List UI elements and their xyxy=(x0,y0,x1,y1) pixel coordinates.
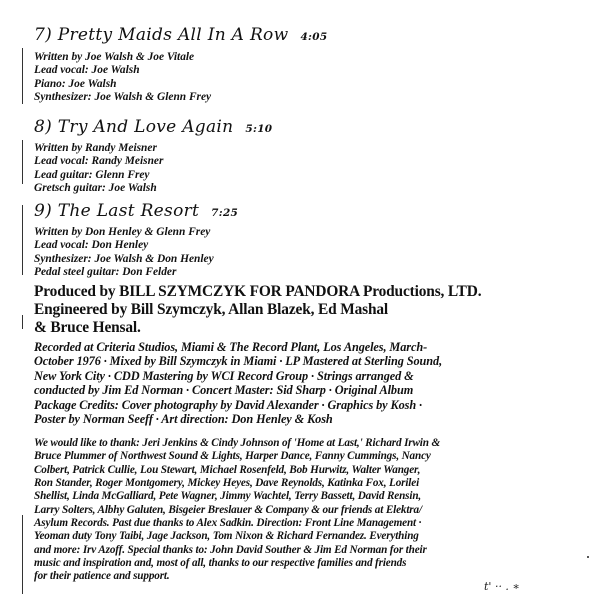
margin-rule xyxy=(22,205,23,275)
recording-line: October 1976 · Mixed by Bill Szymczyk in Miami · LP Mastered at Sterling Sound, xyxy=(34,354,443,369)
thanks-line: Asylum Records. Past due thanks to Alex Sadkin. Direction: Front Line Management · xyxy=(34,517,422,530)
thanks-line: Yeoman duty Tony Taibi, Jage Jackson, Tom Nixon & Richard Fernandez. Everything xyxy=(34,530,419,543)
track-credit: Written by Joe Walsh & Joe Vitale xyxy=(34,51,195,63)
track-credit: Piano: Joe Walsh xyxy=(34,77,117,90)
track-credit: Synthesizer: Joe Walsh & Glenn Frey xyxy=(34,91,212,104)
thanks-line: Larry Solters, Albhy Galuten, Bisgeier Breslauer & Company & our friends at Elektra/ xyxy=(34,503,422,516)
recording-line: Recorded at Criteria Studios, Miami & The Record Plant, Los Angeles, March- xyxy=(34,340,428,354)
recording-line: Poster by Norman Seeff · Art direction: Don Henley & Kosh xyxy=(34,412,333,427)
corner-scribble: t' ·· . ∗ xyxy=(484,580,520,593)
thanks-line: Shellist, Linda McGalliard, Pete Wagner, Jimmy Wachtel, Terry Bassett, David Rensin, xyxy=(34,490,422,503)
track-credit: Lead vocal: Joe Walsh xyxy=(34,64,140,77)
production-line: Produced by BILL SZYMCZYK FOR PANDORA Productions, LTD. xyxy=(34,283,482,300)
production-credits xyxy=(34,283,579,337)
track-duration: 5:10 xyxy=(245,123,273,135)
margin-rule xyxy=(22,48,23,104)
thanks-line: for their patience and support. xyxy=(34,570,170,583)
track-credit: Pedal steel guitar: Don Felder xyxy=(34,266,177,279)
thanks-line: and more: Irv Azoff. Special thanks to: John David Souther & Jim Ed Norman for their xyxy=(34,543,427,556)
print-speck xyxy=(587,556,589,558)
track-title xyxy=(34,116,272,140)
track-title-text: 8) Try And Love Again xyxy=(34,117,234,137)
thanks-line: We would like to thank: Jeri Jenkins & Cindy Johnson of 'Home at Last,' Richard Irwin & xyxy=(34,437,441,449)
track-credit: Synthesizer: Joe Walsh & Don Henley xyxy=(34,252,214,265)
track-credit: Lead vocal: Don Henley xyxy=(34,239,149,252)
track-title-text: 7) Pretty Maids All In A Row xyxy=(34,25,289,45)
recording-credits xyxy=(34,340,574,426)
track-title-text: 9) The Last Resort xyxy=(34,201,200,221)
thanks-line: Colbert, Patrick Cullie, Lou Stewart, Michael Rosenfeld, Bob Hurwitz, Walter Wanger, xyxy=(34,463,421,476)
recording-line: New York City · CDD Mastering by WCI Record Group · Strings arranged & xyxy=(34,368,414,383)
margin-rule xyxy=(22,140,23,184)
recording-line: conducted by Jim Ed Norman · Concert Master: Sid Sharp · Original Album xyxy=(34,383,414,398)
track-credit: Lead vocal: Randy Meisner xyxy=(34,155,164,168)
thanks-line: Ron Stander, Roger Montgomery, Mickey Heyes, Dave Reynolds, Katinka Fox, Lorilei xyxy=(34,477,420,490)
track-7 xyxy=(34,24,327,105)
track-credit: Written by Randy Meisner xyxy=(34,142,157,154)
track-credit: Gretsch guitar: Joe Walsh xyxy=(34,182,157,195)
track-credit: Lead guitar: Glenn Frey xyxy=(34,168,150,181)
recording-line: Package Credits: Cover photography by David Alexander · Graphics by Kosh · xyxy=(34,397,423,412)
track-duration: 4:05 xyxy=(300,31,328,43)
track-duration: 7:25 xyxy=(211,207,239,219)
margin-rule xyxy=(22,515,23,594)
production-line: Engineered by Bill Szymczyk, Allan Blazek, Ed Mashal xyxy=(34,301,389,318)
track-credit: Written by Don Henley & Glenn Frey xyxy=(34,226,211,238)
margin-rule xyxy=(22,315,23,329)
track-title xyxy=(34,24,327,48)
track-9 xyxy=(34,200,238,280)
thanks-line: music and inspiration and, most of all, thanks to our respective families and friends xyxy=(34,557,407,570)
track-title xyxy=(34,200,238,224)
track-8 xyxy=(34,116,272,196)
thanks-paragraph xyxy=(34,437,574,584)
production-line: & Bruce Hensal. xyxy=(34,319,141,336)
thanks-line: Bruce Plummer of Northwest Sound & Lights, Harper Dance, Fanny Cummings, Nancy xyxy=(34,450,431,463)
